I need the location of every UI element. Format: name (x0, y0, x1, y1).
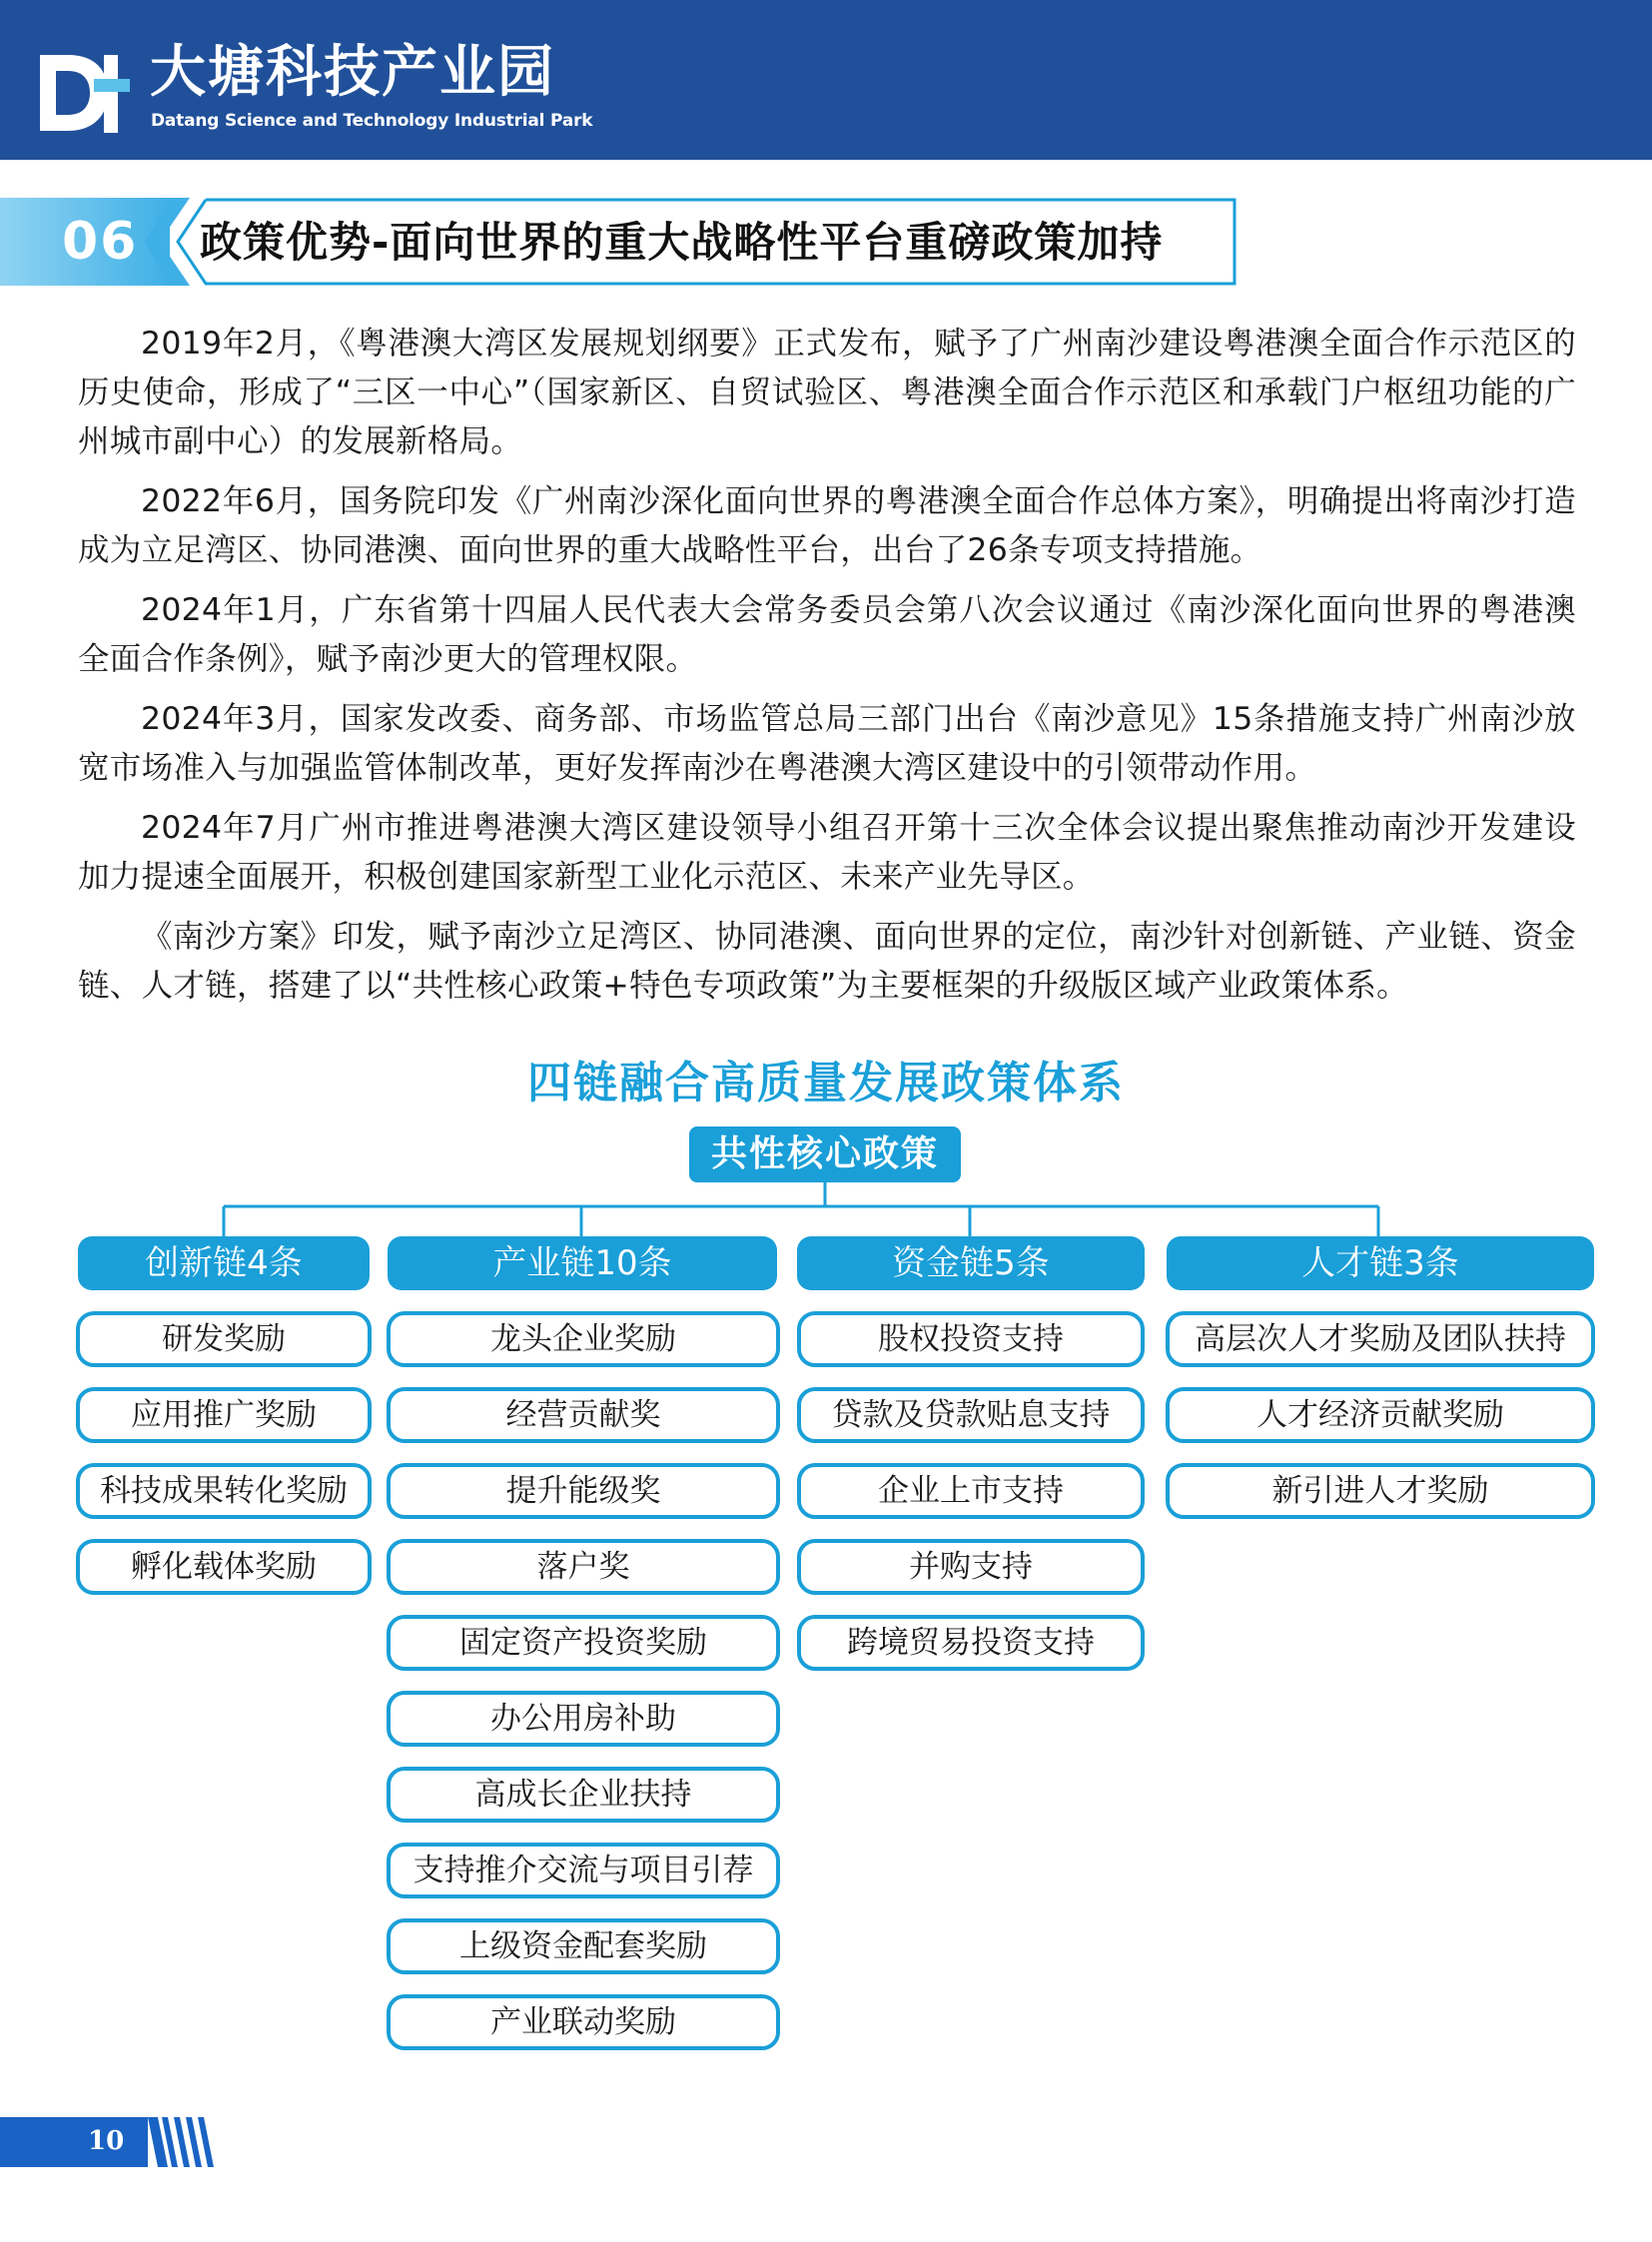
policy-item: 应用推广奖励 (76, 1387, 372, 1443)
body-text (78, 320, 1576, 1022)
policy-item: 经营贡献奖 (387, 1387, 780, 1443)
policy-item: 高成长企业扶持 (387, 1767, 780, 1823)
park-name-en: Datang Science and Technology Industrial Park (151, 111, 593, 131)
policy-item: 新引进人才奖励 (1166, 1463, 1595, 1519)
policy-item: 落户奖 (387, 1539, 780, 1595)
paragraph: 2024年7月广州市推进粤港澳大湾区建设领导小组召开第十三次全体会议提出聚焦推动南沙开发建设加力提速全面展开，积极创建国家新型工业化示范区、未来产业先导区。 (78, 810, 1576, 895)
paragraph: 2022年6月，国务院印发《广州南沙深化面向世界的粤港澳全面合作总体方案》，明确提出将南沙打造成为立足湾区、协同港澳、面向世界的重大战略性平台，出台了26条专项支持措施。 (78, 483, 1576, 568)
policy-item: 贷款及贷款贴息支持 (797, 1387, 1145, 1443)
paragraph: 2024年1月，广东省第十四届人民代表大会常务委员会第八次会议通过《南沙深化面向世界的粤港澳全面合作条例》，赋予南沙更大的管理权限。 (78, 592, 1576, 677)
column-head-industry: 产业链10条 (388, 1236, 777, 1290)
tree-connectors (0, 1182, 1652, 1242)
policy-item: 科技成果转化奖励 (76, 1463, 372, 1519)
paragraph: 2024年3月，国家发改委、商务部、市场监管总局三部门出台《南沙意见》15条措施支持广州南沙放宽市场准入与加强监管体制改革，更好发挥南沙在粤港澳大湾区建设中的引领带动作用。 (78, 701, 1576, 786)
policy-item: 研发奖励 (76, 1311, 372, 1367)
page-number: 10 (88, 2126, 125, 2156)
paragraph: 《南沙方案》印发，赋予南沙立足湾区、协同港澳、面向世界的定位，南沙针对创新链、产业链、资金链、人才链，搭建了以“共性核心政策+特色专项政策”为主要框架的升级版区域产业政策体系。 (78, 919, 1576, 1004)
policy-item: 产业联动奖励 (387, 1994, 780, 2050)
paragraph: 2019年2月，《粤港澳大湾区发展规划纲要》正式发布，赋予了广州南沙建设粤港澳全面合作示范区的历史使命，形成了“三区一中心”（国家新区、自贸试验区、粤港澳全面合作示范区和承载门户枢纽功能的广州城市副中心）的发展新格局。 (78, 326, 1576, 459)
policy-item: 固定资产投资奖励 (387, 1615, 780, 1671)
policy-item: 支持推介交流与项目引荐 (387, 1843, 780, 1898)
policy-item: 跨境贸易投资支持 (797, 1615, 1145, 1671)
policy-tree-title: 四链融合高质量发展政策体系 (527, 1058, 1125, 1109)
policy-item: 高层次人才奖励及团队扶持 (1166, 1311, 1595, 1367)
policy-item: 孵化载体奖励 (76, 1539, 372, 1595)
policy-item: 并购支持 (797, 1539, 1145, 1595)
dt-logo-icon (34, 45, 134, 135)
policy-item: 龙头企业奖励 (387, 1311, 780, 1367)
section-number: 06 (62, 212, 139, 272)
column-head-capital: 资金链5条 (797, 1236, 1145, 1290)
policy-item: 上级资金配套奖励 (387, 1918, 780, 1974)
policy-item: 股权投资支持 (797, 1311, 1145, 1367)
column-head-innovation: 创新链4条 (78, 1236, 370, 1290)
policy-item: 人才经济贡献奖励 (1166, 1387, 1595, 1443)
policy-tree-root: 共性核心政策 (689, 1126, 961, 1182)
policy-item: 办公用房补助 (387, 1691, 780, 1747)
policy-item: 企业上市支持 (797, 1463, 1145, 1519)
column-head-talent: 人才链3条 (1167, 1236, 1594, 1290)
page-header (0, 0, 1652, 160)
policy-item: 提升能级奖 (387, 1463, 780, 1519)
section-title: 政策优势-面向世界的重大战略性平台重磅政策加持 (200, 218, 1164, 267)
park-name: 大塘科技产业园 (150, 40, 555, 105)
